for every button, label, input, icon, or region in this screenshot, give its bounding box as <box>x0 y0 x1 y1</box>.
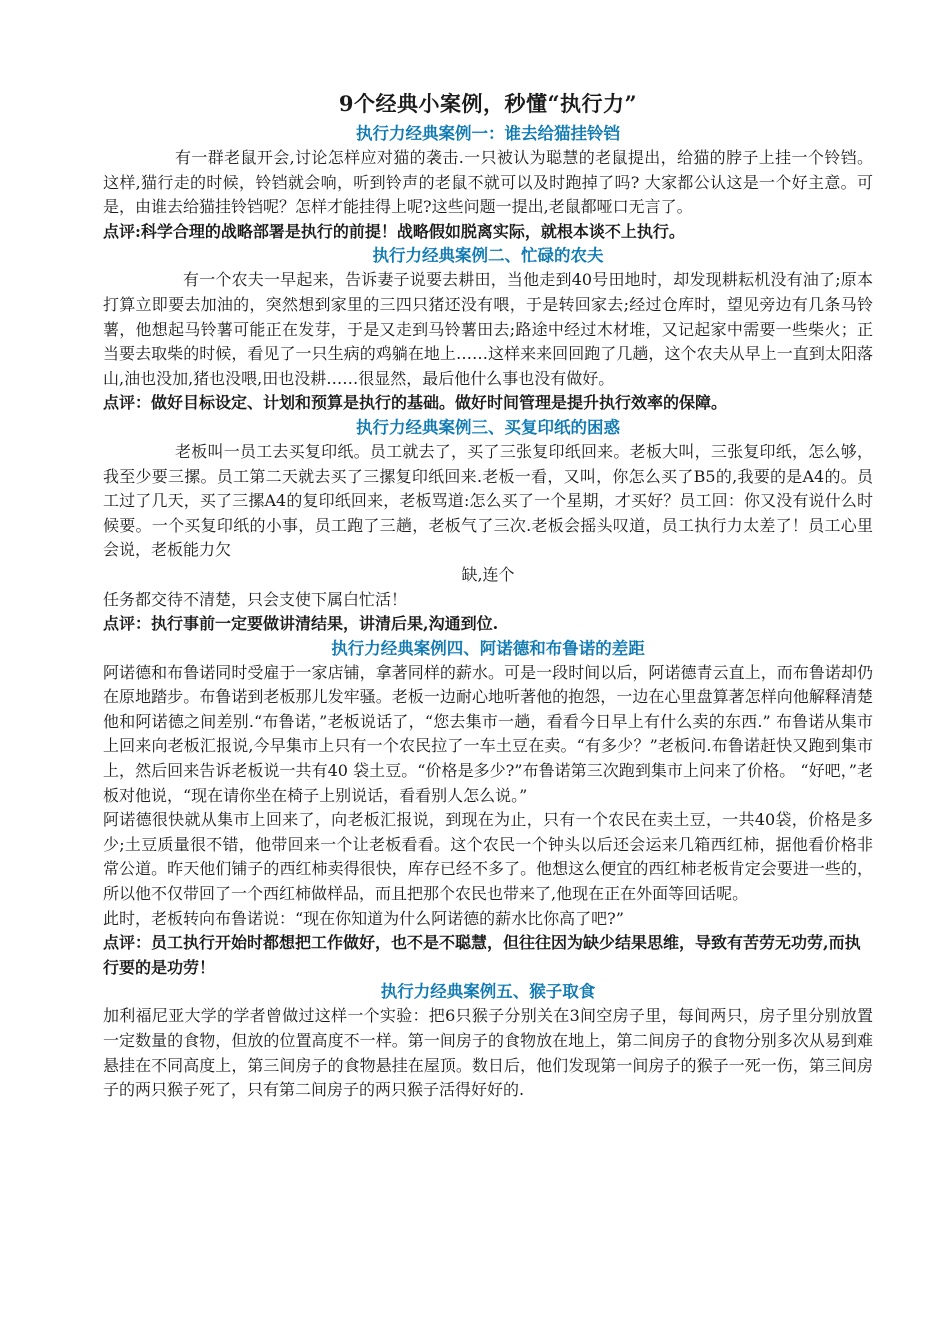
case-5-body: 加利福尼亚大学的学者曾做过这样一个实验：把6只猴子分别关在3间空房子里，每间两只，房子里分别放置一定数量的食物，但放的位置高度不一样。第一间房子的食物放在地上，第二间房子的食物分别多次从易到难悬挂在不同高度上，第三间房子的食物悬挂在屋顶。数日后，他们发现第一间房子的猴子一死一伤，第三间房子的两只猴子死了，只有第二间房子的两只猴子活得好好的. <box>103 1006 873 1100</box>
case-5-title: 执行力经典案例五、猴子取食 <box>380 982 596 1002</box>
case-3-body-tail: 任务都交待不清楚，只会支使下属白忙活！ <box>103 589 408 609</box>
document-title: 9个经典小案例，秒懂“执行力” <box>338 91 638 116</box>
case-4-comment: 点评：员工执行开始时都想把工作做好，也不是不聪慧，但往往因为缺少结果思维，导致有苦劳无功劳,而执行要的是功劳！ <box>103 933 861 977</box>
case-2-comment: 点评：做好目标设定、计划和预算是执行的基础。做好时间管理是提升执行效率的保障。 <box>103 393 728 413</box>
case-4-paragraph-3: 此时，老板转向布鲁诺说：“现在你知道为什么阿诺德的薪水比你高了吧?” <box>103 908 624 928</box>
case-2-title: 执行力经典案例二、忙碌的农夫 <box>372 246 604 266</box>
case-1-body: 有一群老鼠开会,讨论怎样应对猫的袭击.一只被认为聪慧的老鼠提出，给猫的脖子上挂一个铃铛。这样,猫行走的时候，铃铛就会响，听到铃声的老鼠不就可以及时跑掉了吗? 大家都公认这是一个好主意。可是，由谁去给猫挂铃铛呢？怎样才能挂得上呢?这些问题一提出,老鼠都哑口无言了。 <box>103 148 873 217</box>
document-page <box>103 88 873 1103</box>
case-3-body: 老板叫一员工去买复印纸。员工就去了，买了三张复印纸回来。老板大叫，三张复印纸，怎么够，我至少要三摞。员工第二天就去买了三摞复印纸回来.老板一看，又叫，你怎么买了B5的,我要的是A4的。员工过了几天，买了三摞A4的复印纸回来，老板骂道:怎么买了一个星期，才买好？员工回：你又没有说什么时候要。一个买复印纸的小事，员工跑了三趟，老板气了三次.老板会摇头叹道，员工执行力太差了！员工心里会说，老板能力欠 <box>103 441 873 560</box>
case-3-body-center: 缺,连个 <box>461 564 515 584</box>
case-4-title: 执行力经典案例四、阿诺德和布鲁诺的差距 <box>331 638 645 658</box>
case-3-comment: 点评：执行事前一定要做讲清结果，讲清后果,沟通到位. <box>103 614 499 634</box>
case-2-body: 有一个农夫一早起来，告诉妻子说要去耕田，当他走到40号田地时，却发现耕耘机没有油了;原本打算立即要去加油的，突然想到家里的三四只猪还没有喂，于是转回家去;经过仓库时，望见旁边有几条马铃薯，他想起马铃薯可能正在发芽，于是又走到马铃薯田去;路途中经过木材堆，又记起家中需要一些柴火；正当要去取柴的时候，看见了一只生病的鸡躺在地上……这样来来回回跑了几趟，这个农夫从早上一直到太阳落山,油也没加,猪也没喂,田也没耕……很显然，最后他什么事也没有做好。 <box>103 270 873 388</box>
case-4-paragraph-2: 阿诺德很快就从集市上回来了，向老板汇报说，到现在为止，只有一个农民在卖土豆，一共40袋，价格是多少;土豆质量很不错，他带回来一个让老板看看。这个农民一个钟头以后还会运来几箱西红柿，据他看价格非常公道。昨天他们铺子的西红柿卖得很快，库存已经不多了。他想这么便宜的西红柿老板肯定会要进一些的，所以他不仅带回了一个西红柿做样品，而且把那个农民也带来了,他现在正在外面等回话呢。 <box>103 810 873 904</box>
case-1-comment: 点评:科学合理的战略部署是执行的前提！战略假如脱离实际，就根本谈不上执行。 <box>103 221 685 241</box>
case-1-title: 执行力经典案例一：谁去给猫挂铃铛 <box>356 124 620 143</box>
case-3-title: 执行力经典案例三、买复印纸的困惑 <box>356 417 620 437</box>
case-4-paragraph-1: 阿诺德和布鲁诺同时受雇于一家店铺，拿著同样的薪水。可是一段时间以后，阿诺德青云直上，而布鲁诺却仍在原地踏步。布鲁诺到老板那儿发牢骚。老板一边耐心地听著他的抱怨，一边在心里盘算著怎样向他解释清楚他和阿诺德之间差别.“布鲁诺，”老板说话了，“您去集市一趟，看看今日早上有什么卖的东西.” 布鲁诺从集市上回来向老板汇报说,今早集市上只有一个农民拉了一车土豆在卖。“有多少？”老板问.布鲁诺赶快又跑到集市上，然后回来告诉老板说一共有40 袋土豆。“价格是多少?”布鲁诺第三次跑到集市上问来了价格。 “好吧，”老板对他说，“现在请你坐在椅子上别说话，看看别人怎么说。” <box>103 662 873 805</box>
